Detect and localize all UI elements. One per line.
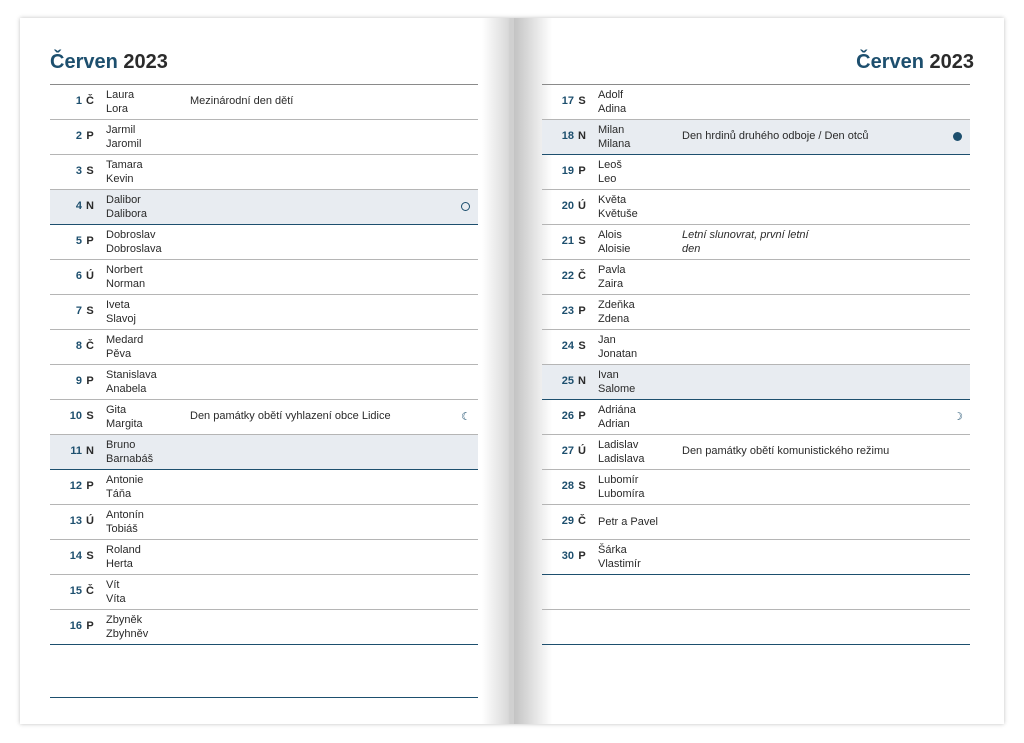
event-text: Den památky obětí vyhlazení obce Lidice (190, 410, 391, 422)
last-quarter-moon-icon: ☾ (461, 411, 471, 423)
name-day: Norbert (106, 264, 143, 276)
name-day-names (106, 508, 144, 536)
name-day: Aloisie (598, 243, 631, 255)
name-day: Pěva (106, 348, 132, 360)
day-number: 12 (69, 480, 82, 492)
day-number: 6 (75, 270, 82, 282)
day-number: 28 (561, 480, 574, 492)
name-day: Antonín (106, 509, 144, 521)
name-day: Milana (598, 138, 631, 150)
name-day-names (598, 228, 630, 256)
day-row (50, 365, 478, 400)
weekday-letter: N (86, 200, 94, 212)
name-day: Šárka (598, 544, 627, 556)
weekday-letter: N (578, 130, 586, 142)
name-day: Víta (106, 593, 126, 605)
day-row (542, 225, 970, 260)
day-row (542, 260, 970, 295)
page-title (50, 51, 168, 74)
first-quarter-moon-icon: ☽ (953, 411, 963, 423)
name-day: Slavoj (106, 313, 136, 325)
name-day: Antonie (106, 474, 144, 486)
planner-spread (20, 18, 1004, 724)
weekday-letter: Č (86, 585, 94, 597)
bottom-rule (50, 697, 478, 698)
weekday-letter: P (86, 375, 94, 387)
name-day: Leoš (598, 159, 622, 171)
name-day: Anabela (106, 383, 147, 395)
weekday-letter: P (578, 550, 586, 562)
weekday-letter: P (578, 165, 586, 177)
name-day-names (106, 263, 145, 291)
day-number: 8 (75, 340, 82, 352)
weekday-letter: P (578, 410, 586, 422)
name-day-names (106, 228, 162, 256)
name-day: Pavla (598, 264, 626, 276)
full-moon-icon (953, 132, 962, 141)
weekday-letter: Č (86, 95, 94, 107)
name-day: Zaira (598, 278, 624, 290)
right-page (512, 18, 1004, 724)
day-row (50, 505, 478, 540)
name-day: Stanislava (106, 369, 157, 381)
day-number: 25 (561, 375, 574, 387)
day-number: 16 (69, 620, 82, 632)
day-number: 23 (561, 305, 574, 317)
name-day-names (598, 438, 644, 466)
name-day: Herta (106, 558, 133, 570)
name-day: Jaromil (106, 138, 142, 150)
name-day-names (106, 158, 143, 186)
name-day: Norman (106, 278, 146, 290)
weekday-letter: Č (578, 270, 586, 282)
name-day-names (598, 193, 638, 221)
name-day-names (598, 158, 622, 186)
name-day: Tobiáš (106, 523, 138, 535)
name-day-names (598, 333, 637, 361)
event-text: Mezinárodní den dětí (190, 95, 294, 107)
day-row (50, 435, 478, 470)
weekday-letter: P (578, 305, 586, 317)
weekday-letter: S (578, 235, 586, 247)
name-day: Dalibora (106, 208, 147, 220)
day-row (542, 540, 970, 575)
blank-line (542, 610, 970, 645)
name-day: Vlastimír (598, 558, 641, 570)
name-day: Alois (598, 229, 622, 241)
name-day-names (598, 368, 635, 396)
day-row (542, 470, 970, 505)
name-day: Laura (106, 89, 135, 101)
name-day: Tamara (106, 159, 143, 171)
name-day: Leo (598, 173, 617, 185)
name-day: Dalibor (106, 194, 141, 206)
name-day: Lubomír (598, 474, 639, 486)
name-day-names (598, 403, 636, 431)
day-row (50, 610, 478, 645)
name-day: Květuše (598, 208, 638, 220)
weekday-letter: P (86, 620, 94, 632)
name-day: Medard (106, 334, 144, 346)
name-day: Lora (106, 103, 129, 115)
day-number: 20 (561, 200, 574, 212)
day-row (542, 505, 970, 540)
name-day-names (598, 298, 635, 326)
day-row (542, 120, 970, 155)
day-number: 7 (75, 305, 82, 317)
day-number: 21 (561, 235, 574, 247)
day-number: 11 (70, 445, 82, 457)
new-moon-icon (461, 202, 470, 211)
day-number: 4 (75, 200, 82, 212)
name-day-names (106, 403, 143, 431)
day-number: 3 (75, 165, 82, 177)
day-row (542, 330, 970, 365)
name-day: Vít (106, 579, 120, 591)
weekday-letter: P (86, 130, 94, 142)
name-day: Iveta (106, 299, 130, 311)
day-number: 26 (561, 410, 574, 422)
day-number: 19 (561, 165, 574, 177)
name-day-names (106, 473, 143, 501)
day-row (50, 190, 478, 225)
weekday-letter: S (86, 550, 94, 562)
day-row (50, 295, 478, 330)
weekday-letter: Ú (86, 515, 94, 527)
name-day-names (106, 88, 134, 116)
name-day-names (598, 515, 658, 529)
day-row (50, 225, 478, 260)
day-number: 5 (75, 235, 82, 247)
blank-line (542, 575, 970, 610)
name-day: Zdena (598, 313, 630, 325)
weekday-letter: S (578, 95, 586, 107)
name-day-names (598, 543, 641, 571)
name-day: Jonatan (598, 348, 638, 360)
day-row (50, 85, 478, 120)
weekday-letter: N (86, 445, 94, 457)
name-day-names (598, 123, 630, 151)
name-day-names (106, 543, 141, 571)
name-day-names (106, 193, 147, 221)
name-day: Dobroslava (106, 243, 162, 255)
day-row (542, 190, 970, 225)
name-day: Salome (598, 383, 636, 395)
name-day: Zbyněk (106, 614, 143, 626)
name-day-names (106, 578, 126, 606)
day-row (50, 540, 478, 575)
weekday-letter: S (86, 305, 94, 317)
name-day: Ivan (598, 369, 619, 381)
left-page (20, 18, 512, 724)
name-day: Bruno (106, 439, 136, 451)
day-number: 29 (561, 515, 574, 527)
name-day: Lubomíra (598, 488, 645, 500)
page-title (856, 51, 974, 74)
name-day-names (106, 298, 136, 326)
weekday-letter: N (578, 375, 586, 387)
day-number: 18 (561, 130, 574, 142)
day-row (542, 155, 970, 190)
weekday-letter: P (86, 235, 94, 247)
name-day-names (106, 613, 148, 641)
book-spine (510, 18, 514, 724)
day-number: 24 (561, 340, 574, 352)
event-text: Letní slunovrat, první letní den (682, 229, 809, 255)
day-row (542, 295, 970, 330)
day-number: 30 (561, 550, 574, 562)
name-day: Milan (598, 124, 625, 136)
name-day: Jarmil (106, 124, 136, 136)
name-day: Petr a Pavel (598, 516, 658, 528)
weekday-letter: Č (86, 340, 94, 352)
name-day: Kevin (106, 173, 134, 185)
month-label: Červen (50, 51, 118, 73)
name-day-names (106, 368, 157, 396)
weekday-letter: S (578, 340, 586, 352)
day-row (50, 260, 478, 295)
day-number: 10 (69, 410, 82, 422)
name-day: Ladislava (598, 453, 645, 465)
day-number: 1 (75, 95, 82, 107)
day-table (542, 84, 970, 645)
event-text: Den památky obětí komunistického režimu (682, 445, 890, 457)
name-day: Ladislav (598, 439, 639, 451)
month-label: Červen (856, 51, 924, 73)
name-day: Adrian (598, 418, 630, 430)
weekday-letter: Ú (578, 445, 586, 457)
weekday-letter: Ú (86, 270, 94, 282)
name-day: Margita (106, 418, 143, 430)
name-day: Gita (106, 404, 127, 416)
name-day: Adolf (598, 89, 624, 101)
day-row (542, 365, 970, 400)
name-day: Barnabáš (106, 453, 154, 465)
day-number: 2 (75, 130, 82, 142)
day-table (50, 84, 478, 698)
name-day: Jan (598, 334, 616, 346)
name-day-names (598, 88, 626, 116)
name-day-names (598, 263, 626, 291)
weekday-letter: S (86, 410, 94, 422)
year-label: 2023 (123, 51, 168, 73)
day-row (50, 155, 478, 190)
name-day-names (598, 473, 644, 501)
name-day: Zdeňka (598, 299, 635, 311)
weekday-letter: P (86, 480, 94, 492)
day-row (50, 400, 478, 435)
name-day: Adriána (598, 404, 636, 416)
weekday-letter: S (86, 165, 94, 177)
day-number: 14 (69, 550, 82, 562)
year-label: 2023 (929, 51, 974, 73)
day-number: 22 (561, 270, 574, 282)
event-text: Den hrdinů druhého odboje / Den otců (682, 130, 869, 142)
weekday-letter: Ú (578, 200, 586, 212)
name-day-names (106, 333, 143, 361)
name-day: Květa (598, 194, 627, 206)
day-number: 27 (561, 445, 574, 457)
day-row (50, 575, 478, 610)
day-number: 15 (69, 585, 82, 597)
name-day: Roland (106, 544, 141, 556)
day-number: 9 (75, 375, 82, 387)
day-row (542, 85, 970, 120)
day-number: 17 (561, 95, 574, 107)
name-day: Zbyhněv (106, 628, 149, 640)
day-row (542, 435, 970, 470)
name-day-names (106, 438, 153, 466)
day-row (50, 330, 478, 365)
weekday-letter: Č (578, 515, 586, 527)
name-day: Táňa (106, 488, 132, 500)
day-row (50, 120, 478, 155)
day-number: 13 (69, 515, 82, 527)
name-day: Adina (598, 103, 627, 115)
name-day-names (106, 123, 141, 151)
day-row (542, 400, 970, 435)
weekday-letter: S (578, 480, 586, 492)
name-day: Dobroslav (106, 229, 156, 241)
day-row (50, 470, 478, 505)
